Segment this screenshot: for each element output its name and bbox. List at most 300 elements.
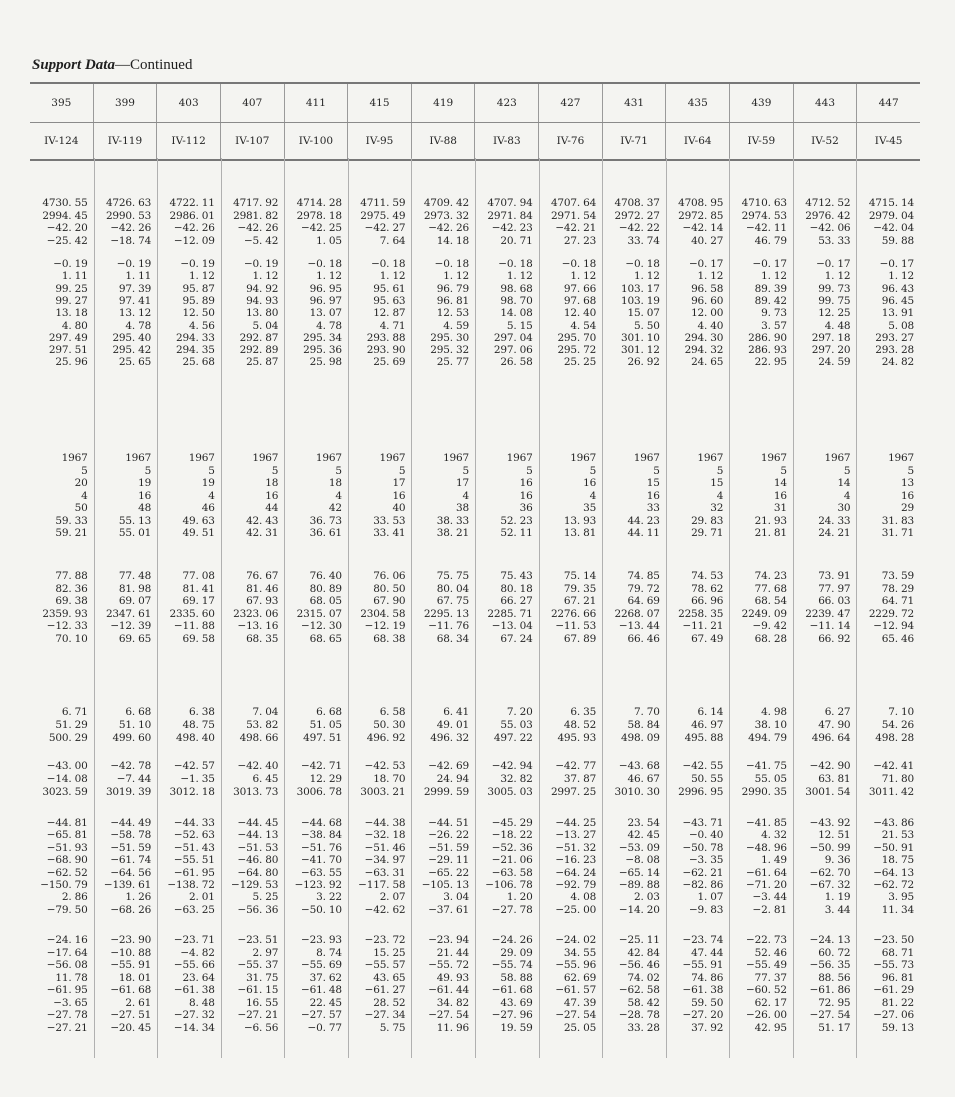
column-subheader-439: IV-59 <box>730 123 794 159</box>
table-cell: 295. 32 <box>430 344 469 357</box>
table-cell: 24. 94 <box>436 773 469 785</box>
table-cell: −50. 91 <box>873 841 914 854</box>
table-cell: −3. 65 <box>53 996 88 1009</box>
table-cell: 18. 01 <box>118 971 152 984</box>
table-cell: 50. 55 <box>691 773 724 785</box>
table-cell: 4707. 64 <box>550 197 597 209</box>
table-cell: 51. 17 <box>818 1021 851 1034</box>
table-cell: −12. 30 <box>301 620 342 632</box>
table-cell: 24. 59 <box>818 356 851 369</box>
table-cell: −46. 80 <box>237 854 279 867</box>
table-cell: 96. 81 <box>881 971 914 984</box>
table-cell: 2229. 72 <box>868 607 914 620</box>
table-cell: 4 <box>843 489 851 502</box>
table-cell: 38. 33 <box>436 514 469 527</box>
column-subheader-423: IV-83 <box>475 123 539 159</box>
table-cell: 37. 92 <box>691 1021 724 1034</box>
table-cell: −26. 00 <box>746 1009 787 1021</box>
table-cell: 4. 78 <box>316 319 342 332</box>
table-cell: 48 <box>138 502 152 514</box>
table-cell: 495. 93 <box>557 732 597 744</box>
table-cell: 69. 58 <box>182 632 215 645</box>
table-cell: 14 <box>837 477 851 489</box>
table-cell: 28. 52 <box>373 996 406 1009</box>
table-cell: 16 <box>138 489 152 502</box>
table-cell: 16 <box>583 477 597 489</box>
table-cell: 4 <box>589 489 597 502</box>
table-cell: 3. 04 <box>443 891 469 904</box>
table-cell: 286. 93 <box>748 344 787 357</box>
table-cell: 32 <box>710 502 724 514</box>
table-cell: −9. 42 <box>752 620 787 632</box>
table-cell: −37. 61 <box>428 903 469 916</box>
table-cell: 103. 17 <box>621 282 660 295</box>
table-cell: 496. 32 <box>430 732 469 744</box>
table-cell: −150. 79 <box>40 879 88 891</box>
data-column <box>157 158 222 1058</box>
table-cell: −50. 10 <box>301 903 342 916</box>
table-cell: 13. 80 <box>246 307 279 320</box>
column-subheader-415: IV-95 <box>348 123 412 159</box>
column-subheader-403: IV-112 <box>157 123 221 159</box>
table-cell: 2285. 71 <box>487 607 533 620</box>
table-cell: −11. 21 <box>682 620 724 632</box>
table-cell: 49. 51 <box>182 527 215 539</box>
table-cell: 25. 68 <box>182 356 215 369</box>
table-cell: −61. 27 <box>364 984 406 996</box>
table-cell: 43. 69 <box>500 996 533 1009</box>
table-cell: 36 <box>519 502 533 514</box>
table-cell: 88. 56 <box>818 971 851 984</box>
table-cell: 2335. 60 <box>169 607 215 620</box>
table-cell: −123. 92 <box>294 879 342 891</box>
table-cell: −0. 17 <box>816 258 851 270</box>
table-cell: −27. 21 <box>46 1021 88 1034</box>
table-cell: −27. 32 <box>173 1009 215 1021</box>
table-cell: 2972. 27 <box>614 209 660 222</box>
table-cell: 51. 05 <box>309 719 342 731</box>
table-cell: −42. 90 <box>809 760 851 772</box>
table-cell: −24. 13 <box>809 934 851 946</box>
table-cell: 5 <box>81 464 88 477</box>
table-cell: −71. 20 <box>746 879 787 891</box>
table-cell: 60. 72 <box>818 946 851 959</box>
table-cell: 11. 96 <box>436 1021 469 1034</box>
table-body <box>30 158 920 1058</box>
table-cell: 5 <box>462 464 469 477</box>
table-cell: −42. 55 <box>682 760 724 772</box>
table-cell: 96. 79 <box>436 282 469 295</box>
table-cell: 70. 10 <box>55 632 88 645</box>
table-cell: 68. 05 <box>309 595 342 607</box>
data-column <box>30 158 95 1058</box>
table-cell: −61. 86 <box>809 984 851 996</box>
table-cell: 80. 04 <box>436 582 469 595</box>
table-cell: 4711. 59 <box>360 197 406 209</box>
table-cell: 99. 75 <box>818 294 851 307</box>
table-cell: 29. 71 <box>691 527 724 539</box>
table-cell: 76. 67 <box>246 570 279 582</box>
column-header-423: 423 <box>475 84 539 122</box>
table-cell: 297. 20 <box>811 344 851 357</box>
table-cell: 5 <box>780 464 787 477</box>
table-cell: 95. 63 <box>373 294 406 307</box>
table-cell: 2976. 42 <box>805 209 851 222</box>
table-cell: 4726. 63 <box>105 197 152 209</box>
table-cell: −11. 14 <box>809 620 851 632</box>
table-cell: −42. 57 <box>173 760 215 772</box>
table-cell: 72. 95 <box>818 996 851 1009</box>
table-cell: 74. 23 <box>754 570 787 582</box>
table-cell: −27. 06 <box>873 1009 914 1021</box>
table-cell: 4 <box>462 489 469 502</box>
table-cell: −55. 66 <box>173 959 215 971</box>
table-cell: −42. 40 <box>237 760 279 772</box>
table-cell: −44. 81 <box>46 817 88 829</box>
table-cell: 24. 21 <box>818 527 851 539</box>
table-cell: 66. 96 <box>691 595 724 607</box>
table-cell: 16 <box>392 489 406 502</box>
table-cell: −50. 99 <box>809 841 851 854</box>
table-cell: 18. 70 <box>373 773 406 785</box>
table-cell: 29. 83 <box>691 514 724 527</box>
table-cell: 3013. 73 <box>233 786 279 798</box>
table-cell: −42. 62 <box>364 903 406 916</box>
table-cell: 67. 89 <box>563 632 597 645</box>
table-cell: 293. 28 <box>875 344 914 357</box>
table-cell: 77. 08 <box>182 570 215 582</box>
table-cell: 38 <box>456 502 469 514</box>
table-cell: 31. 83 <box>881 514 914 527</box>
table-cell: −20. 45 <box>110 1021 152 1034</box>
table-cell: 75. 14 <box>563 570 597 582</box>
table-cell: 12. 87 <box>373 307 406 320</box>
column-header-411: 411 <box>285 84 349 122</box>
table-cell: 5 <box>526 464 533 477</box>
table-cell: −43. 68 <box>618 760 660 772</box>
table-cell: 25. 69 <box>373 356 406 369</box>
table-cell: 50 <box>74 502 88 514</box>
table-cell: −42. 06 <box>809 222 851 234</box>
table-cell: 7. 10 <box>888 706 914 718</box>
table-cell: 3011. 42 <box>868 786 914 798</box>
table-cell: 58. 42 <box>627 996 660 1009</box>
table-cell: 68. 35 <box>246 632 279 645</box>
table-cell: −3. 44 <box>752 891 787 904</box>
table-cell: −61. 95 <box>173 866 215 879</box>
table-cell: 38. 21 <box>436 527 469 539</box>
table-cell: 42. 43 <box>246 514 279 527</box>
table-cell: −51. 59 <box>428 841 469 854</box>
table-cell: 11. 78 <box>55 971 88 984</box>
table-cell: 16 <box>519 489 533 502</box>
table-cell: 2239. 47 <box>805 607 851 620</box>
table-cell: −29. 11 <box>428 854 469 867</box>
table-cell: −43. 71 <box>682 817 724 829</box>
table-cell: 18. 75 <box>881 854 914 867</box>
table-cell: 294. 35 <box>176 344 215 357</box>
column-header-427: 427 <box>539 84 603 122</box>
table-cell: 18 <box>265 477 279 489</box>
table-cell: 95. 61 <box>373 282 406 295</box>
table-cell: 97. 41 <box>118 294 152 307</box>
table-cell: 2359. 93 <box>42 607 88 620</box>
table-cell: −42. 69 <box>428 760 469 772</box>
table-cell: −23. 72 <box>364 934 406 946</box>
table-cell: −38. 84 <box>301 829 342 842</box>
table-cell: −34. 97 <box>364 854 406 867</box>
table-cell: 49. 93 <box>436 971 469 984</box>
table-cell: 67. 24 <box>500 632 533 645</box>
table-cell: 1967 <box>443 452 469 464</box>
table-cell: 66. 27 <box>500 595 533 607</box>
table-cell: 67. 75 <box>436 595 469 607</box>
table-cell: 9. 36 <box>824 854 851 867</box>
table-cell: −62. 52 <box>46 866 88 879</box>
table-cell: −42. 22 <box>618 222 660 234</box>
table-cell: 3001. 54 <box>805 786 851 798</box>
table-cell: 16 <box>646 489 660 502</box>
table-cell: 293. 90 <box>366 344 406 357</box>
table-cell: 2994. 45 <box>42 209 88 222</box>
table-cell: −13. 27 <box>555 829 597 842</box>
table-cell: −12. 33 <box>46 620 88 632</box>
table-cell: 99. 25 <box>55 282 88 295</box>
table-cell: −61. 57 <box>555 984 597 996</box>
table-cell: −8. 08 <box>625 854 660 867</box>
table-cell: −44. 38 <box>364 817 406 829</box>
table-cell: 3012. 18 <box>169 786 215 798</box>
table-cell: −58. 78 <box>110 829 152 842</box>
table-cell: 494. 79 <box>748 732 787 744</box>
table-cell: 40 <box>392 502 406 514</box>
table-cell: 8. 48 <box>188 996 215 1009</box>
column-header-395: 395 <box>30 84 94 122</box>
table-cell: −44. 45 <box>237 817 279 829</box>
table-cell: 1967 <box>61 452 88 464</box>
table-cell: 74. 02 <box>627 971 660 984</box>
table-cell: −27. 78 <box>46 1009 88 1021</box>
table-cell: −0. 18 <box>307 258 342 270</box>
table-cell: 295. 42 <box>112 344 152 357</box>
column-subheader-427: IV-76 <box>539 123 603 159</box>
table-cell: −44. 25 <box>555 817 597 829</box>
table-cell: −92. 79 <box>555 879 597 891</box>
table-cell: 74. 53 <box>691 570 724 582</box>
table-cell: 68. 54 <box>754 595 787 607</box>
column-header-419: 419 <box>412 84 476 122</box>
table-cell: 99. 27 <box>55 294 88 307</box>
table-cell: 1. 12 <box>443 270 469 283</box>
table-cell: −0. 18 <box>434 258 469 270</box>
table-cell: −64. 24 <box>555 866 597 879</box>
table-cell: 67. 49 <box>691 632 724 645</box>
table-cell: −27. 96 <box>491 1009 533 1021</box>
table-cell: −27. 51 <box>110 1009 152 1021</box>
table-cell: 7. 70 <box>633 706 660 718</box>
table-cell: −61. 38 <box>682 984 724 996</box>
table-cell: 4. 32 <box>761 829 787 842</box>
table-cell: 2986. 01 <box>169 209 215 222</box>
table-cell: 498. 28 <box>875 732 914 744</box>
data-column <box>602 158 667 1058</box>
table-cell: 20 <box>74 477 88 489</box>
table-cell: 37. 87 <box>563 773 597 785</box>
table-cell: 25. 98 <box>309 356 342 369</box>
table-cell: 2258. 35 <box>678 607 724 620</box>
table-cell: 15 <box>646 477 660 489</box>
table-cell: 5 <box>843 464 851 477</box>
table-cell: −42. 26 <box>237 222 279 234</box>
table-cell: −32. 18 <box>364 829 406 842</box>
table-cell: 46. 67 <box>627 773 660 785</box>
table-cell: 6. 58 <box>379 706 406 718</box>
table-cell: −55. 74 <box>491 959 533 971</box>
table-cell: −65. 14 <box>618 866 660 879</box>
table-cell: 1. 12 <box>316 270 342 283</box>
table-cell: 1. 26 <box>125 891 152 904</box>
table-cell: −117. 58 <box>358 879 406 891</box>
column-header-399: 399 <box>94 84 158 122</box>
table-cell: −3. 35 <box>688 854 724 867</box>
data-column <box>729 158 794 1058</box>
table-cell: −61. 44 <box>428 984 469 996</box>
table-cell: −11. 53 <box>555 620 597 632</box>
table-cell: −64. 56 <box>110 866 152 879</box>
table-cell: 1. 19 <box>824 891 851 904</box>
table-cell: −42. 94 <box>491 760 533 772</box>
table-cell: −55. 57 <box>364 959 406 971</box>
table-cell: −5. 42 <box>243 234 279 247</box>
table-cell: 42. 95 <box>754 1021 787 1034</box>
table-cell: 1967 <box>125 452 152 464</box>
table-cell: −27. 34 <box>364 1009 406 1021</box>
table-cell: −89. 88 <box>618 879 660 891</box>
table-cell: 19 <box>201 477 215 489</box>
table-cell: 31. 75 <box>246 971 279 984</box>
table-cell: 1. 12 <box>188 270 215 283</box>
table-cell: 301. 12 <box>621 344 660 357</box>
table-cell: 4 <box>208 489 215 502</box>
table-cell: −11. 88 <box>173 620 215 632</box>
table-cell: 297. 51 <box>48 344 88 357</box>
table-cell: 52. 11 <box>500 527 533 539</box>
table-cell: −42. 71 <box>301 760 342 772</box>
table-cell: 12. 40 <box>563 307 597 320</box>
data-column <box>539 158 604 1058</box>
table-cell: 1. 11 <box>61 270 88 283</box>
table-cell: −13. 04 <box>491 620 533 632</box>
table-cell: 1. 12 <box>570 270 597 283</box>
column-subheader-407: IV-107 <box>221 123 285 159</box>
table-cell: 3023. 59 <box>42 786 88 798</box>
table-cell: 55. 05 <box>754 773 787 785</box>
table-cell: 96. 97 <box>309 294 342 307</box>
table-cell: 14 <box>773 477 787 489</box>
table-cell: 7. 64 <box>379 234 406 247</box>
table-cell: −51. 53 <box>237 841 279 854</box>
table-cell: 67. 93 <box>246 595 279 607</box>
table-cell: 2. 61 <box>125 996 152 1009</box>
table-cell: 2295. 13 <box>423 607 469 620</box>
table-cell: 79. 72 <box>627 582 660 595</box>
column-header-435: 435 <box>666 84 730 122</box>
table-cell: −25. 11 <box>618 934 660 946</box>
table-cell: 42 <box>328 502 342 514</box>
table-cell: 96. 58 <box>691 282 724 295</box>
table-cell: −42. 78 <box>110 760 152 772</box>
table-cell: 4712. 52 <box>805 197 851 209</box>
table-cell: −43. 92 <box>809 817 851 829</box>
table-cell: 12. 25 <box>818 307 851 320</box>
table-cell: 4715. 14 <box>868 197 914 209</box>
table-cell: 1967 <box>888 452 914 464</box>
table-cell: −13. 16 <box>237 620 279 632</box>
table-cell: 49. 01 <box>436 719 469 731</box>
table-cell: 16 <box>773 489 787 502</box>
table-cell: −42. 26 <box>110 222 152 234</box>
table-cell: 5 <box>335 464 342 477</box>
table-cell: −65. 81 <box>46 829 88 842</box>
table-cell: 21. 44 <box>436 946 469 959</box>
table-cell: 292. 89 <box>239 344 279 357</box>
table-cell: 59. 21 <box>55 527 88 539</box>
data-column <box>221 158 286 1058</box>
table-cell: −56. 46 <box>618 959 660 971</box>
table-cell: −62. 70 <box>809 866 851 879</box>
table-cell: 54. 26 <box>881 719 914 731</box>
table-cell: −64. 13 <box>873 866 914 879</box>
table-cell: 295. 34 <box>303 331 342 344</box>
table-cell: −55. 49 <box>746 959 787 971</box>
page-title-italic: Support Data <box>32 57 115 73</box>
table-cell: 66. 92 <box>818 632 851 645</box>
table-cell: 1. 07 <box>697 891 724 904</box>
table-cell: −42. 26 <box>173 222 215 234</box>
table-cell: 17 <box>392 477 406 489</box>
table-cell: 4708. 95 <box>678 197 724 209</box>
table-cell: −138. 72 <box>167 879 215 891</box>
table-cell: 51. 29 <box>55 719 88 731</box>
table-cell: −42. 25 <box>301 222 342 234</box>
table-cell: 99. 73 <box>818 282 851 295</box>
table-cell: −56. 36 <box>237 903 279 916</box>
table-cell: 6. 41 <box>443 706 469 718</box>
table-cell: 7. 20 <box>506 706 533 718</box>
table-cell: 15. 25 <box>373 946 406 959</box>
column-header-447: 447 <box>878 97 899 109</box>
table-cell: 1967 <box>633 452 660 464</box>
table-cell: 2315. 07 <box>296 607 342 620</box>
table-cell: 36. 61 <box>309 527 342 539</box>
table-cell: 51. 10 <box>118 719 152 731</box>
table-cell: −44. 68 <box>301 817 342 829</box>
table-cell: −55. 96 <box>555 959 597 971</box>
table-cell: 47. 44 <box>691 946 724 959</box>
table-cell: 3006. 78 <box>296 786 342 798</box>
table-cell: 103. 19 <box>621 294 660 307</box>
table-cell: 95. 87 <box>182 282 215 295</box>
table-cell: 77. 48 <box>118 570 152 582</box>
table-cell: 1. 12 <box>633 270 660 283</box>
table-cell: 81. 98 <box>118 582 152 595</box>
table-cell: −11. 76 <box>428 620 469 632</box>
table-cell: 16 <box>519 477 533 489</box>
table-cell: 293. 27 <box>875 331 914 344</box>
table-cell: 5 <box>907 464 914 477</box>
table-cell: 79. 35 <box>563 582 597 595</box>
table-cell: 98. 70 <box>500 294 533 307</box>
